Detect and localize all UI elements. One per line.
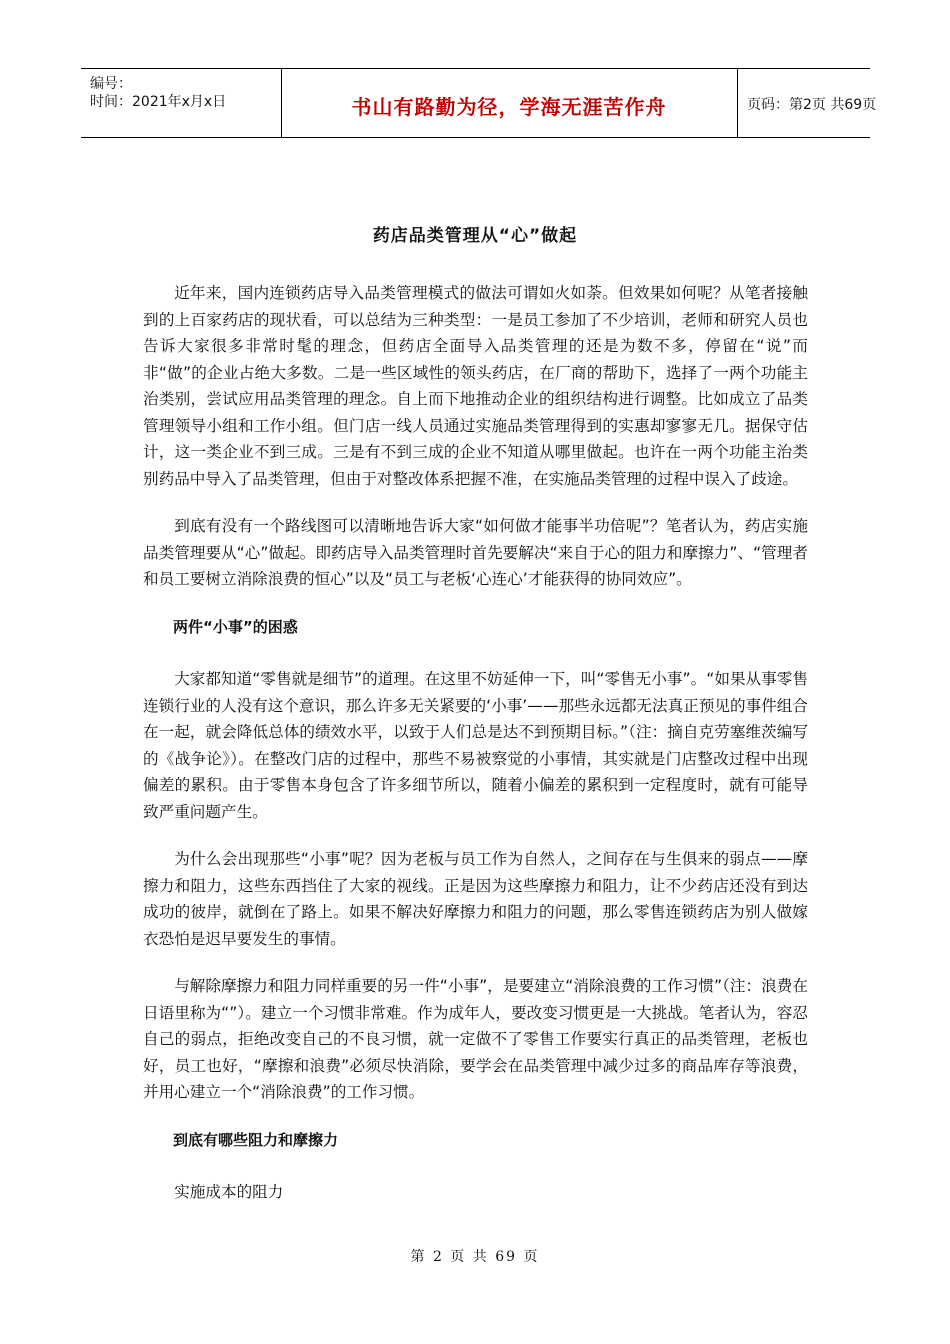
section-heading: 到底有哪些阻力和摩擦力 — [173, 1130, 339, 1149]
body-paragraph: 近年来，国内连锁药店导入品类管理模式的做法可谓如火如荼。但效果如何呢？从笔者接触到的上百家药店的现状看，可以总结为三种类型：一是员工参加了不少培训，老师和研究人员也告诉大家很多非常时髦的理念，但药店全面导入品类管理的还是为数不多，停留在“说”而非“做”的企业占绝大多数。二是一些区域性的领头药店，在厂商的帮助下，选择了一两个功能主治类别，尝试应用品类管理的理念。自上而下地推动企业的组织结构进行调整。比如成立了品类管理领导小组和工作小组。但门店一线人员通过实施品类管理得到的实惠却寥寥无几。据保守估计，这一类企业不到三成。三是有不到三成的企业不知道从哪里做起。也许在一两个功能主治类别药品中导入了品类管理，但由于对整改体系把握不准，在实施品类管理的过程中误入了歧途。 — [143, 284, 808, 488]
document-title: 药店品类管理从“心”做起 — [372, 226, 578, 246]
page-header — [81, 68, 877, 138]
header-page-number: 页码：第2页 共69页 — [747, 97, 877, 113]
document-body — [143, 280, 808, 1206]
document-number-label: 编号： — [90, 76, 132, 92]
body-paragraph: 到底有没有一个路线图可以清晰地告诉大家“如何做才能事半功倍呢”？笔者认为，药店实施品类管理要从“心”做起。即药店导入品类管理时首先要解决“来自于心的阻力和摩擦力”、“管理者和员工要树立消除浪费的恒心”以及“员工与老板‘心连心’才能获得的协同效应”。 — [143, 517, 808, 588]
document-time-label: 时间：2021年x月x日 — [90, 94, 227, 110]
header-motto: 书山有路勤为径，学海无涯苦作舟 — [351, 95, 667, 119]
header-motto-cell — [281, 69, 738, 137]
section-heading: 两件“小事”的困惑 — [173, 617, 298, 636]
page-footer: 第 2 页 共 69 页 — [410, 1249, 540, 1265]
header-page-cell — [737, 69, 877, 137]
body-paragraph: 实施成本的阻力 — [174, 1183, 284, 1201]
body-paragraph: 大家都知道“零售就是细节”的道理。在这里不妨延伸一下，叫“零售无小事”。“如果从事零售连锁行业的人没有这个意识，那么许多无关紧要的‘小事’——那些永远都无法真正预见的事件组合在一起，就会降低总体的绩效水平，以致于人们总是达不到预期目标。”（注：摘自克劳塞维茨编写的《战争论》）。在整改门店的过程中，那些不易被察觉的小事情，其实就是门店整改过程中出现偏差的累积。由于零售本身包含了许多细节所以，随着小偏差的累积到一定程度时，就有可能导致严重问题产生。 — [143, 670, 808, 821]
body-paragraph: 与解除摩擦力和阻力同样重要的另一件“小事”，是要建立“消除浪费的工作习惯”（注：浪费在日语里称为“”）。建立一个习惯非常难。作为成年人，要改变习惯更是一大挑战。笔者认为，容忍自己的弱点，拒绝改变自己的不良习惯，就一定做不了零售工作要实行真正的品类管理，老板也好，员工也好，“摩擦和浪费”必须尽快消除，要学会在品类管理中减少过多的商品库存等浪费，并用心建立一个“消除浪费”的工作习惯。 — [143, 977, 808, 1101]
body-paragraph: 为什么会出现那些“小事”呢？因为老板与员工作为自然人，之间存在与生俱来的弱点——摩擦力和阻力，这些东西挡住了大家的视线。正是因为这些摩擦力和阻力，让不少药店还没有到达成功的彼岸，就倒在了路上。如果不解决好摩擦力和阻力的问题，那么零售连锁药店为别人做嫁衣恐怕是迟早要发生的事情。 — [143, 850, 808, 948]
header-meta-cell — [81, 69, 282, 137]
